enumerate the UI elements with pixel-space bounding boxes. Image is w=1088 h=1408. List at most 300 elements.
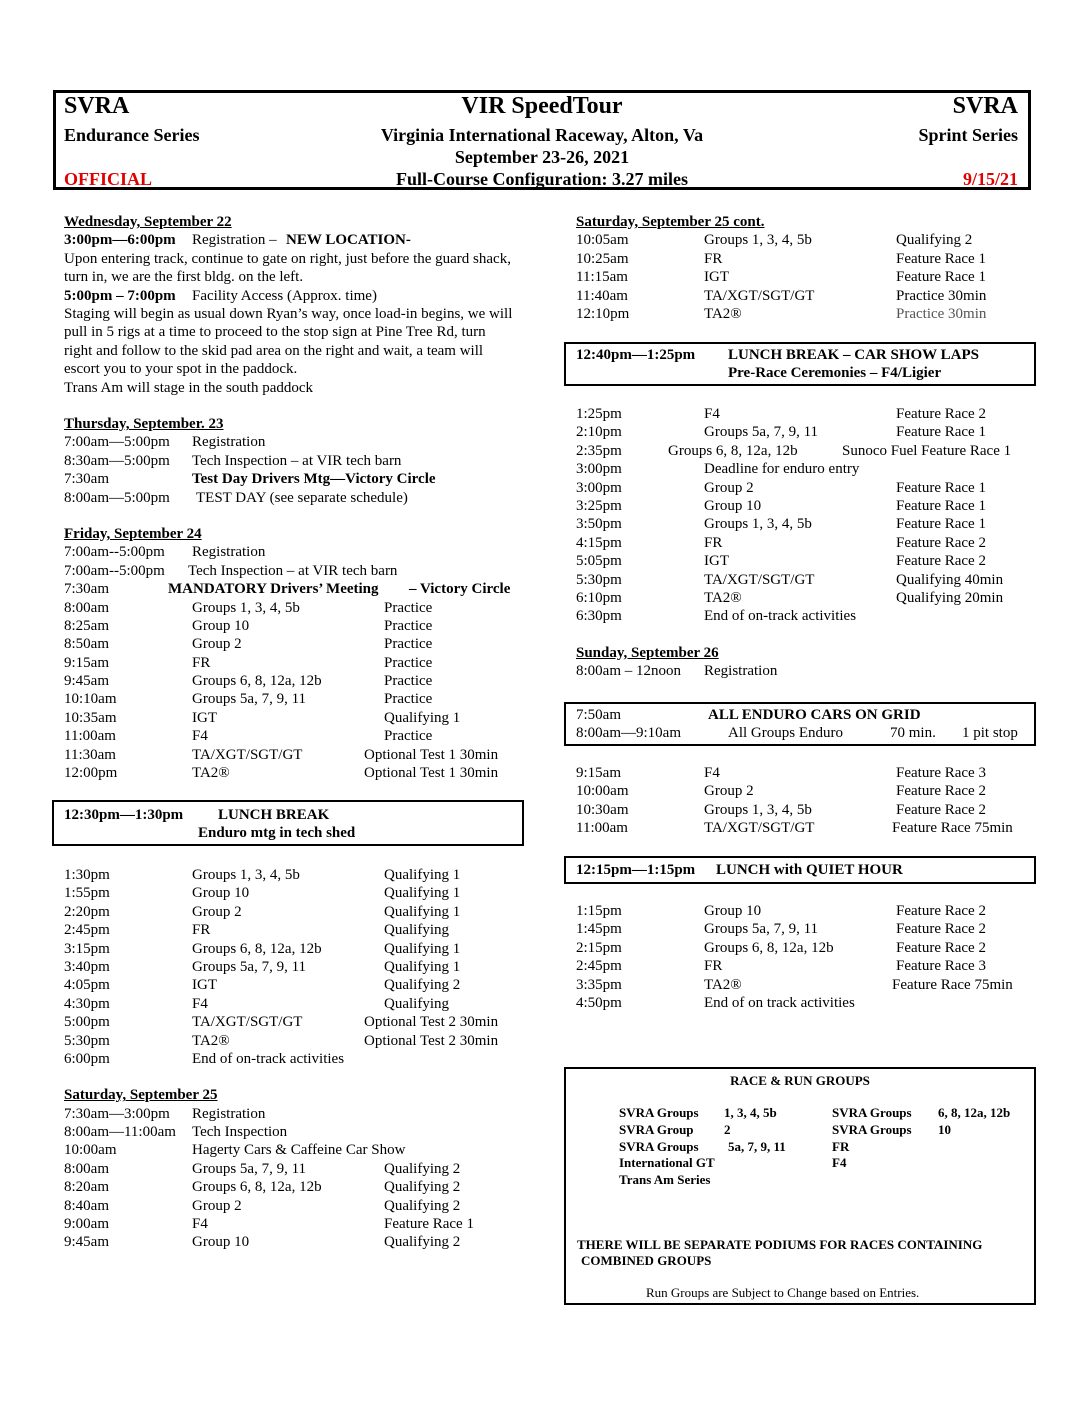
schedule-row xyxy=(64,1160,524,1178)
podium-note: THERE WILL BE SEPARATE PODIUMS FOR RACES CONTAINING xyxy=(577,1237,983,1252)
time: 12:40pm—1:25pm xyxy=(576,347,696,363)
schedule-row xyxy=(64,903,524,921)
group-value: 1, 3, 4, 5b xyxy=(724,1105,777,1120)
time: 1:45pm xyxy=(576,921,622,938)
wednesday-registration xyxy=(64,231,524,249)
time: 4:05pm xyxy=(64,977,110,994)
event: Hagerty Cars & Caffeine Car Show xyxy=(192,1142,406,1159)
event: Registration xyxy=(192,434,266,451)
time: 8:25am xyxy=(64,617,109,634)
schedule-row xyxy=(64,1032,524,1050)
schedule-row xyxy=(64,764,524,782)
left-series-subtitle: Endurance Series xyxy=(64,125,200,145)
schedule-row xyxy=(64,1013,524,1031)
group: FR xyxy=(704,250,723,267)
left-series-title: SVRA xyxy=(64,93,130,119)
schedule-row xyxy=(576,957,1036,975)
session: Practice xyxy=(384,654,433,671)
schedule-row xyxy=(64,921,524,939)
group-label: SVRA Groups xyxy=(832,1105,912,1120)
session: Practice 30min xyxy=(896,287,987,304)
right-column xyxy=(576,213,1036,323)
schedule-row xyxy=(576,571,1036,589)
time: 12:10pm xyxy=(576,305,630,322)
schedule-row xyxy=(576,994,1036,1012)
schedule-row xyxy=(64,1197,524,1215)
group: Group 2 xyxy=(192,636,242,653)
group: F4 xyxy=(704,765,720,781)
saturday-pm-rows xyxy=(576,405,1036,626)
group: Group 10 xyxy=(192,1234,250,1251)
group-label: FR xyxy=(832,1139,850,1154)
time: 11:30am xyxy=(64,746,116,763)
wednesday-ta-note: Trans Am will stage in the south paddock xyxy=(64,379,314,396)
sunday-enduro-box xyxy=(564,702,1036,746)
time: 11:15am xyxy=(576,269,628,286)
sunday-am-rows xyxy=(576,764,1036,838)
session: Qualifying 1 xyxy=(384,885,461,902)
session: Feature Race 2 xyxy=(896,783,986,800)
sunday-pm-rows xyxy=(576,902,1036,1012)
group: Groups 6, 8, 12a, 12b xyxy=(668,442,798,459)
lunch-subtitle: Pre-Race Ceremonies – F4/Ligier xyxy=(728,365,942,381)
saturday-am-rows xyxy=(64,1160,524,1252)
time: 3:50pm xyxy=(576,516,622,533)
saturday-cont-rows xyxy=(576,231,1036,323)
group: Deadline for enduro entry xyxy=(704,461,860,478)
group: IGT xyxy=(704,553,729,570)
time: 10:00am xyxy=(64,1142,117,1159)
schedule-row xyxy=(576,442,1036,460)
group: Group 2 xyxy=(192,903,242,920)
event-highlight: NEW LOCATION- xyxy=(286,232,411,249)
group: TA2® xyxy=(704,589,742,606)
saturday-cont-heading: Saturday, September 25 cont. xyxy=(576,214,765,230)
schedule-row xyxy=(576,405,1036,423)
saturday-pm xyxy=(576,405,1036,680)
group: End of on-track activities xyxy=(192,1050,345,1067)
run-groups-box xyxy=(564,1067,1036,1305)
time: 10:00am xyxy=(576,783,629,800)
time: 10:10am xyxy=(64,691,117,708)
session: Sunoco Fuel Feature Race 1 xyxy=(842,442,1012,459)
event: Registration xyxy=(192,1105,266,1122)
event: Registration – xyxy=(192,232,277,249)
group: TA/XGT/SGT/GT xyxy=(192,746,303,763)
schedule-row xyxy=(576,534,1036,552)
schedule-row xyxy=(64,709,524,727)
time: 6:10pm xyxy=(576,589,622,606)
session: Feature Race 75min xyxy=(892,976,1013,993)
time: 8:00am – 12noon xyxy=(576,663,681,680)
session: Feature Race 2 xyxy=(896,801,986,818)
group: TA2® xyxy=(192,765,230,782)
session: Practice xyxy=(384,617,433,634)
schedule-row xyxy=(64,489,524,507)
group: Groups 6, 8, 12a, 12b xyxy=(192,673,322,690)
time: 7:00am—5:00pm xyxy=(64,434,170,451)
schedule-row xyxy=(576,268,1036,286)
session: Qualifying xyxy=(384,922,449,939)
group-label: SVRA Groups xyxy=(619,1139,699,1154)
time: 6:00pm xyxy=(64,1050,110,1067)
schedule-row xyxy=(64,940,524,958)
change-note: Run Groups are Subject to Change based on Entries. xyxy=(646,1285,920,1300)
group-value: 5a, 7, 9, 11 xyxy=(728,1139,786,1154)
schedule-row xyxy=(576,939,1036,957)
session: Practice xyxy=(384,599,433,616)
group: Group 10 xyxy=(192,617,250,634)
group: TA2® xyxy=(704,976,742,993)
schedule-row xyxy=(576,902,1036,920)
event: Tech Inspection xyxy=(192,1124,288,1141)
time: 8:00am xyxy=(64,1160,109,1177)
group: Groups 5a, 7, 9, 11 xyxy=(192,1160,307,1177)
session: Qualifying 2 xyxy=(384,1197,461,1214)
lunch-title: LUNCH with QUIET HOUR xyxy=(716,862,903,878)
right-series-subtitle: Sprint Series xyxy=(918,125,1018,145)
time: 8:20am xyxy=(64,1179,109,1196)
time: 8:00am xyxy=(64,599,109,616)
time: 10:05am xyxy=(576,232,629,249)
time: 9:15am xyxy=(64,654,109,671)
schedule-row xyxy=(64,543,524,561)
sunday-am xyxy=(576,764,1036,838)
group: TA/XGT/SGT/GT xyxy=(704,287,815,304)
session: Feature Race 1 xyxy=(896,424,986,441)
event: MANDATORY Drivers’ Meeting xyxy=(168,581,379,598)
time: 9:00am xyxy=(64,1216,109,1233)
schedule-row xyxy=(576,589,1036,607)
time: 10:35am xyxy=(64,709,117,726)
time: 3:25pm xyxy=(576,497,622,514)
time: 12:00pm xyxy=(64,765,118,782)
lunch-sub-line xyxy=(54,824,522,842)
session: Feature Race 1 xyxy=(896,497,986,514)
schedule-row xyxy=(64,599,524,617)
session: Qualifying 1 xyxy=(384,940,461,957)
schedule-row xyxy=(576,250,1036,268)
session: Feature Race 1 xyxy=(384,1216,474,1233)
time: 2:15pm xyxy=(576,939,622,956)
group: Group 10 xyxy=(704,497,762,514)
group: F4 xyxy=(192,995,208,1012)
time: 12:30pm—1:30pm xyxy=(64,807,184,823)
time: 2:10pm xyxy=(576,424,622,441)
event: Facility Access (Approx. time) xyxy=(192,287,377,304)
group: Groups 5a, 7, 9, 11 xyxy=(192,691,307,708)
group: FR xyxy=(192,654,211,671)
session: Optional Test 1 30min xyxy=(364,746,499,763)
session: Feature Race 1 xyxy=(896,250,986,267)
schedule-row xyxy=(576,460,1036,478)
lunch-title: LUNCH BREAK xyxy=(218,807,330,823)
schedule-row xyxy=(64,1105,524,1123)
group: IGT xyxy=(704,269,729,286)
course-config: Full-Course Configuration: 3.27 miles xyxy=(396,169,688,189)
group: Groups 1, 3, 4, 5b xyxy=(704,516,812,533)
wednesday-heading: Wednesday, September 22 xyxy=(64,214,232,230)
session: Qualifying 40min xyxy=(896,571,1004,588)
schedule-row xyxy=(576,515,1036,533)
schedule-row xyxy=(64,470,524,488)
time: 9:45am xyxy=(64,673,109,690)
session: Feature Race 2 xyxy=(896,921,986,938)
group: F4 xyxy=(192,728,208,745)
group: Groups 6, 8, 12a, 12b xyxy=(192,1179,322,1196)
schedule-row xyxy=(576,479,1036,497)
saturday-heading: Saturday, September 25 xyxy=(64,1087,218,1104)
event: Registration xyxy=(192,544,266,561)
group: Groups 1, 3, 4, 5b xyxy=(192,599,300,616)
schedule-row xyxy=(64,433,524,451)
session: Optional Test 1 30min xyxy=(364,765,499,782)
time: 5:00pm – 7:00pm xyxy=(64,287,176,304)
session: Optional Test 2 30min xyxy=(364,1014,499,1031)
group: Group 2 xyxy=(192,1197,242,1214)
time: 1:30pm xyxy=(64,867,110,883)
session: Practice xyxy=(384,673,433,690)
run-groups-title: RACE & RUN GROUPS xyxy=(730,1073,870,1088)
time: 2:35pm xyxy=(576,442,622,459)
group-value: 6, 8, 12a, 12b xyxy=(938,1105,1011,1120)
schedule-row xyxy=(64,654,524,672)
lunch-line xyxy=(54,806,522,824)
schedule-row xyxy=(64,1123,524,1141)
group: Group 2 xyxy=(704,783,754,800)
session: Optional Test 2 30min xyxy=(364,1032,499,1049)
time: 7:30am xyxy=(64,471,109,488)
session: Qualifying 2 xyxy=(896,232,973,249)
status-label: OFFICIAL xyxy=(64,169,153,189)
time: 8:40am xyxy=(64,1197,109,1214)
wednesday-reg-note: Upon entering track, continue to gate on right, just before the guard shack, turn in, we are the first bldg. on the left. xyxy=(64,250,511,286)
time: 4:15pm xyxy=(576,534,622,551)
event-title: VIR SpeedTour xyxy=(461,93,623,119)
event-location: – Victory Circle xyxy=(409,581,511,598)
time: 10:25am xyxy=(576,250,629,267)
group: IGT xyxy=(192,709,217,726)
time: 9:45am xyxy=(64,1234,109,1251)
time: 5:30pm xyxy=(576,571,622,588)
event: Test Day Drivers Mtg—Victory Circle xyxy=(192,471,436,488)
session: Qualifying 2 xyxy=(384,1160,461,1177)
group-label: Trans Am Series xyxy=(619,1172,711,1187)
group: All Groups Enduro xyxy=(728,725,843,741)
time: 4:50pm xyxy=(576,994,622,1011)
schedule-row xyxy=(64,976,524,994)
session: Feature Race 75min xyxy=(892,820,1013,837)
group-label: SVRA Groups xyxy=(832,1122,912,1137)
schedule-row xyxy=(576,552,1036,570)
friday-pm-rows xyxy=(64,866,524,1068)
group: TA2® xyxy=(192,1032,230,1049)
time: 3:15pm xyxy=(64,940,110,957)
group: Groups 5a, 7, 9, 11 xyxy=(704,424,819,441)
time: 11:00am xyxy=(64,728,116,745)
group-label: International GT xyxy=(619,1155,715,1170)
time: 4:30pm xyxy=(64,995,110,1012)
event: Tech Inspection – at VIR tech barn xyxy=(188,562,398,579)
time: 8:30am—5:00pm xyxy=(64,452,170,469)
session: Feature Race 2 xyxy=(896,534,986,551)
schedule-row xyxy=(576,782,1036,800)
group-value: 10 xyxy=(938,1122,951,1137)
schedule-row xyxy=(64,1233,524,1251)
schedule-row xyxy=(64,452,524,470)
time: 5:00pm xyxy=(64,1014,110,1031)
schedule-row xyxy=(64,1050,524,1068)
schedule-row xyxy=(576,819,1036,837)
lunch-line xyxy=(566,346,1034,364)
schedule-row xyxy=(576,497,1036,515)
time: 1:55pm xyxy=(64,885,110,902)
enduro-line xyxy=(566,724,1034,742)
header-box xyxy=(53,90,1031,190)
group-label: SVRA Groups xyxy=(619,1105,699,1120)
revision-date: 9/15/21 xyxy=(962,169,1018,189)
time: 9:15am xyxy=(576,765,621,781)
friday-am-rows xyxy=(64,599,524,783)
time: 7:00am--5:00pm xyxy=(64,562,165,579)
session: Practice 30min xyxy=(896,305,987,322)
time: 11:00am xyxy=(576,820,628,837)
group: TA/XGT/SGT/GT xyxy=(704,820,815,837)
group: FR xyxy=(704,958,723,975)
schedule-row xyxy=(64,672,524,690)
schedule-row xyxy=(64,1215,524,1233)
schedule-row xyxy=(64,562,524,580)
group: IGT xyxy=(192,977,217,994)
sunday-heading: Sunday, September 26 xyxy=(576,644,719,661)
lunch-line xyxy=(566,861,1034,879)
time: 1:15pm xyxy=(576,903,622,919)
time: 8:00am—5:00pm xyxy=(64,489,170,506)
schedule-row xyxy=(64,580,524,598)
time: 7:50am xyxy=(576,707,621,723)
friday-heading: Friday, September 24 xyxy=(64,525,202,542)
friday-lunch-box xyxy=(52,800,524,846)
lunch-subtitle: Enduro mtg in tech shed xyxy=(198,825,356,841)
session: Practice xyxy=(384,728,433,745)
session: Feature Race 2 xyxy=(896,406,986,422)
time: 2:20pm xyxy=(64,903,110,920)
time: 3:35pm xyxy=(576,976,622,993)
sunday-lunch-box xyxy=(564,856,1036,884)
time: 2:45pm xyxy=(576,958,622,975)
time: 3:40pm xyxy=(64,958,110,975)
wednesday-access xyxy=(64,287,524,305)
time: 6:30pm xyxy=(576,608,622,625)
session: Qualifying 20min xyxy=(896,589,1004,606)
time: 8:00am—9:10am xyxy=(576,725,681,741)
session: Feature Race 2 xyxy=(896,939,986,956)
schedule-row xyxy=(576,287,1036,305)
session: Practice xyxy=(384,691,433,708)
schedule-row xyxy=(64,884,524,902)
group: Group 10 xyxy=(192,885,250,902)
group: Group 2 xyxy=(704,479,754,496)
group: Groups 5a, 7, 9, 11 xyxy=(704,921,819,938)
session: Practice xyxy=(384,636,433,653)
group: Group 10 xyxy=(704,903,762,919)
time: 5:30pm xyxy=(64,1032,110,1049)
group: TA/XGT/SGT/GT xyxy=(192,1014,303,1031)
schedule-row xyxy=(64,617,524,635)
session: Qualifying xyxy=(384,995,449,1012)
lunch-title: LUNCH BREAK – CAR SHOW LAPS xyxy=(728,347,980,363)
time: 12:15pm—1:15pm xyxy=(576,862,696,878)
session: Feature Race 1 xyxy=(896,479,986,496)
schedule-row xyxy=(576,801,1036,819)
session: Feature Race 2 xyxy=(896,553,986,570)
schedule-row xyxy=(576,607,1036,625)
schedule-row xyxy=(576,423,1036,441)
time: 7:30am—3:00pm xyxy=(64,1105,170,1122)
thursday-heading: Thursday, September. 23 xyxy=(64,416,224,432)
time: 1:25pm xyxy=(576,406,622,422)
time: 3:00pm xyxy=(576,461,622,478)
session: Qualifying 2 xyxy=(384,977,461,994)
schedule-row xyxy=(64,690,524,708)
group: Groups 5a, 7, 9, 11 xyxy=(192,958,307,975)
event: ALL ENDURO CARS ON GRID xyxy=(708,707,921,723)
session: Feature Race 3 xyxy=(896,765,986,781)
schedule-row xyxy=(64,746,524,764)
time: 8:50am xyxy=(64,636,109,653)
group: Groups 1, 3, 4, 5b xyxy=(704,801,812,818)
left-column xyxy=(64,213,524,782)
podium-note-2: COMBINED GROUPS xyxy=(581,1253,712,1268)
group: TA/XGT/SGT/GT xyxy=(704,571,815,588)
schedule-row xyxy=(64,995,524,1013)
schedule-row xyxy=(576,231,1036,249)
event: Registration xyxy=(704,663,778,680)
time: 7:30am xyxy=(64,581,109,598)
schedule-row xyxy=(576,662,1036,680)
schedule-row xyxy=(64,727,524,745)
session: Qualifying 2 xyxy=(384,1179,461,1196)
session: Qualifying 1 xyxy=(384,903,461,920)
schedule-row xyxy=(576,764,1036,782)
pit-stops: 1 pit stop xyxy=(962,725,1018,741)
schedule-row xyxy=(576,976,1036,994)
time: 10:30am xyxy=(576,801,629,818)
group: Groups 1, 3, 4, 5b xyxy=(192,867,300,883)
group: F4 xyxy=(192,1216,208,1233)
group: End of on-track activities xyxy=(704,608,857,625)
time: 3:00pm—6:00pm xyxy=(64,232,176,249)
session: Qualifying 1 xyxy=(384,958,461,975)
event: TEST DAY (see separate schedule) xyxy=(196,489,408,506)
time: 2:45pm xyxy=(64,922,110,939)
friday-pm xyxy=(64,866,524,1252)
group: F4 xyxy=(704,406,720,422)
saturday-lunch-box xyxy=(564,342,1036,386)
schedule-row xyxy=(64,958,524,976)
schedule-row xyxy=(576,305,1036,323)
session: Feature Race 1 xyxy=(896,516,986,533)
schedule-row xyxy=(576,920,1036,938)
right-series-title: SVRA xyxy=(952,93,1018,119)
session: Qualifying 1 xyxy=(384,867,461,883)
group-label: SVRA Group xyxy=(619,1122,694,1137)
session: Qualifying 2 xyxy=(384,1234,461,1251)
schedule-row xyxy=(64,866,524,884)
duration: 70 min. xyxy=(890,725,936,741)
venue: Virginia International Raceway, Alton, Va xyxy=(380,125,704,145)
group: End of on track activities xyxy=(704,994,855,1011)
